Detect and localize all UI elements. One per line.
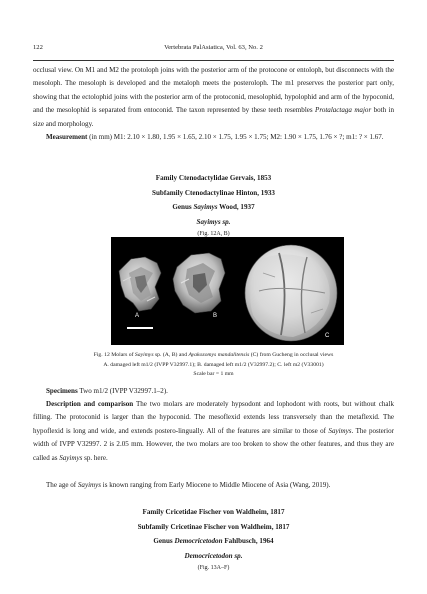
scale-bar [127,327,153,329]
label-c: C [325,333,330,339]
age-paragraph: The age of Sayimys is known ranging from Early Miocene to Middle Miocene of Asia (Wang, 2019). [46,481,331,489]
running-header [33,44,394,56]
genus-name-2: Democricetodon [174,537,223,545]
species-heading: Sayimys sp. [196,217,231,226]
genus-heading-2: Genus Democricetodon Fahlbusch, 1964 [153,537,274,545]
figure-caption-line1: Fig. 12 Molars of Sayimys sp. (A, B) and Ayakozomys mandalitensis (C) from Gucheng in occlusal views [93,352,334,358]
journal-title: Vertebrata PalAsiatica, Vol. 63, No. 2 [164,44,263,51]
family-heading: Family Ctenodactylidae Gervais, 1853 [155,174,272,182]
specimens-text: Two m1/2 (IVPP V32997.1–2). [77,387,168,395]
measurement-label: Measurement [46,133,88,141]
figure-reference-2: (Fig. 13A–F) [197,565,230,571]
tooth-b [173,253,225,313]
page-number: 122 [33,44,43,51]
specimens-label: Specimens [46,387,78,395]
description-paragraph: Description and comparison The two molars are moderately hypsodont and lophodont with roots, but without chalk filling. The protoconid is larger than the hypoconid. The mesoflexid extends less transversely than the metaflexid. The hypoflexid is long and wide, and extends postero-lingually. All of the features are similar to those of Sayimys. The posterior width of IVPP V32997. 2 is 2.05 mm. However, the two molars are too broken to show the other features, and thus they are called as Sayimys sp. here. [33,400,394,462]
paragraph-tail: both in size and morphology. [33,106,394,128]
tooth-c [245,245,337,341]
family-heading-2: Family Cricetidae Fischer von Waldheim, 1817 [142,508,285,516]
figure-reference: (Fig. 12A, B) [197,231,230,237]
paragraph-text: occlusal view. On M1 and M2 the protoloph joins with the posterior arm of the protocone or entoloph, but disconnects with the mesoloph. The mesoloph is developed and the metaloph meets the posteroloph. The m1 preserves the posterior part only, showing that the ectolophid joins with the posterior arm of the protoconid, mesolophid, hypolophid and arm of the hypoconid, and the mesolophid is separated from entoconid. The taxon represented by these teeth resembles [33,66,394,115]
description-label: Description and comparison [46,400,134,408]
measurement-paragraph [33,131,394,144]
specimens-paragraph [33,385,394,398]
genus-name: Sayimys [193,203,218,211]
subfamily-heading: Subfamily Ctenodactylinae Hinton, 1933 [152,188,275,197]
taxon-italic: Protalactaga major [315,106,372,115]
species-heading-2: Democricetodon sp. [184,551,243,560]
header-rule [33,60,394,61]
label-a: A [135,313,140,319]
measurement-text: (in mm) M1: 2.10 × 1.80, 1.95 × 1.65, 2.10 × 1.75, 1.95 × 1.75; M2: 1.90 × 1.75, 1.76 × ?; m1: ? × 1.67. [87,133,384,141]
molar-illustration [111,237,344,345]
figure-caption-line2: A. damaged left m1/2 (IVPP V32997.1); B. damaged left m1/2 (V32997.2); C. left m2 (V33001) [103,361,324,368]
paragraph-occlusal [33,64,394,131]
figure-12-photo [111,237,344,345]
genus-heading: Genus Sayimys Wood, 1937 [172,203,255,211]
subfamily-heading-2: Subfamily Cricetinae Fischer von Waldheim, 1817 [137,522,290,531]
label-b: B [213,313,218,319]
tooth-a [119,257,161,311]
figure-caption-scale: Scale bar = 1 mm [193,371,234,377]
